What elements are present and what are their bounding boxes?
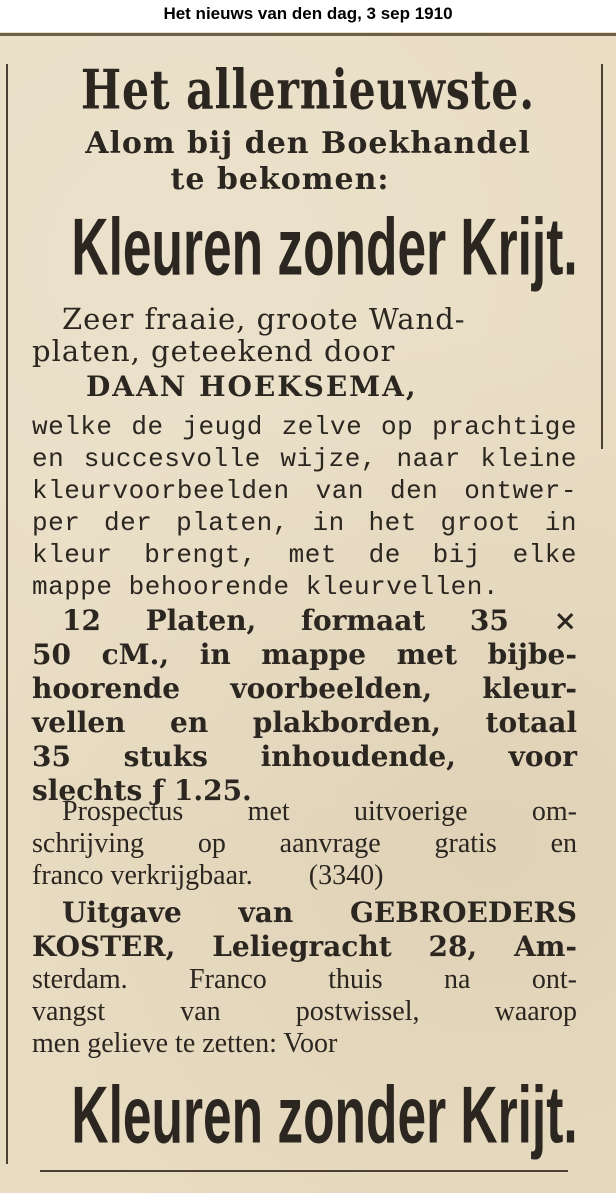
desc-line-2: en succesvolle wijze, naar kleine: [32, 444, 577, 474]
prospectus-line-1: Prospectus met uitvoerige om-: [62, 796, 577, 827]
desc-line-6: mappe behoorende kleurvellen.: [32, 572, 499, 602]
prospectus-line-2: schrijving op aanvrage gratis en: [32, 828, 577, 859]
intro-line-1: Zeer fraaie, groote Wand-: [62, 302, 466, 336]
subhead-line-2: te bekomen:: [170, 162, 390, 197]
footer-title-row: [0, 1068, 616, 1160]
headline: Het allernieuwste.: [80, 58, 536, 123]
desc-line-5: kleur brengt, met de bij elke: [32, 540, 577, 570]
title-row: [0, 200, 616, 292]
desc-line-4: per der platen, in het groot in: [32, 508, 577, 538]
offer-line-3: hoorende voorbeelden, kleur-: [32, 672, 577, 705]
offer-line-4: vellen en plakborden, totaal: [32, 706, 577, 739]
publisher-line-1: Uitgave van GEBROEDERS: [62, 896, 577, 929]
publisher-line-4: vangst van postwissel, waarop: [32, 996, 577, 1027]
headline-row: [0, 58, 616, 123]
offer-line-5: 35 stuks inhoudende, voor: [32, 740, 577, 773]
offer-line-1: 12 Platen, formaat 35 ×: [62, 604, 577, 637]
offer-line-2: 50 cM., in mappe met bijbe-: [32, 638, 577, 671]
title: Kleuren zonder Krijt.: [71, 201, 578, 292]
prospectus-line-3: franco verkrijgbaar. (3340): [32, 860, 384, 891]
publisher-line-3: sterdam. Franco thuis na ont-: [32, 964, 577, 995]
subhead-line-1: Alom bij den Boekhandel: [85, 126, 531, 161]
offer-line-6: slechts ƒ 1.25.: [32, 774, 252, 807]
intro-line-2: platen, geteekend door: [32, 334, 396, 368]
image-caption: Het nieuws van den dag, 3 sep 1910: [0, 0, 616, 30]
publisher-line-5: men gelieve te zetten: Voor: [32, 1028, 338, 1059]
desc-line-1: welke de jeugd zelve op prachtige: [32, 412, 577, 442]
author-name: DAAN HOEKSEMA,: [86, 370, 418, 403]
bottom-border: [40, 1170, 568, 1172]
publisher-line-2: KOSTER, Leliegracht 28, Am-: [32, 930, 577, 963]
footer-title: Kleuren zonder Krijt.: [71, 1069, 578, 1160]
top-border: [0, 33, 616, 36]
desc-line-3: kleurvoorbeelden van den ontwer-: [32, 476, 577, 506]
